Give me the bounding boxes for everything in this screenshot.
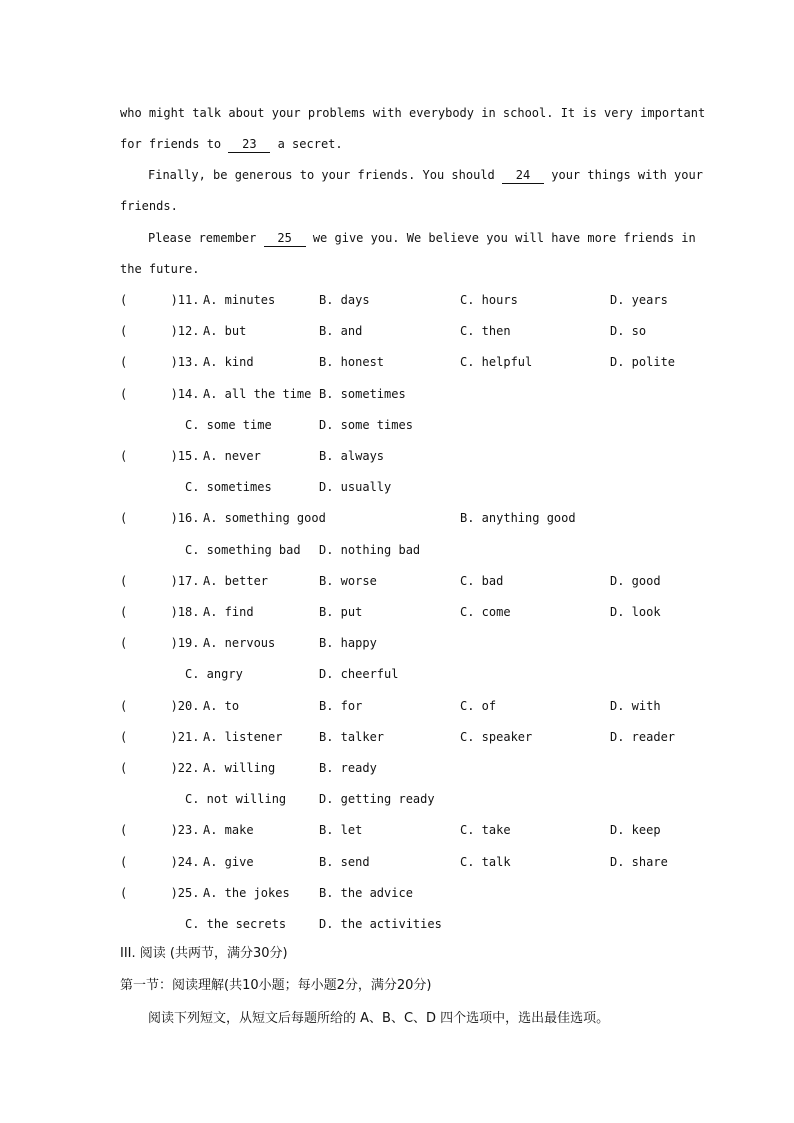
option-c: C. bad xyxy=(460,574,504,588)
question-number: ( )16. xyxy=(120,511,200,525)
question-number: ( )25. xyxy=(120,886,200,900)
option-d: D. keep xyxy=(610,823,661,837)
option-b: B. anything good xyxy=(460,511,576,525)
passage-line xyxy=(120,136,343,153)
option-a: A. nervous xyxy=(203,636,276,650)
option-c: C. angry xyxy=(185,667,243,681)
option-a: A. make xyxy=(203,823,254,837)
option-a: A. kind xyxy=(203,355,254,369)
option-a: A. all the time xyxy=(203,387,312,401)
blank-23: 23 xyxy=(228,136,270,153)
passage-line xyxy=(148,167,703,184)
question-number: ( )20. xyxy=(120,699,200,713)
option-c: C. not willing xyxy=(185,792,287,806)
option-b: B. the advice xyxy=(319,886,413,900)
option-a: A. never xyxy=(203,449,261,463)
option-a: A. willing xyxy=(203,761,276,775)
option-b: B. worse xyxy=(319,574,377,588)
option-c: C. come xyxy=(460,605,511,619)
option-a: A. minutes xyxy=(203,293,276,307)
option-c: C. hours xyxy=(460,293,518,307)
passage-text: friends. xyxy=(120,199,178,213)
question-number: ( )22. xyxy=(120,761,200,775)
passage-line xyxy=(120,261,199,277)
option-b: B. send xyxy=(319,855,370,869)
option-c: C. speaker xyxy=(460,730,533,744)
question-number: ( )19. xyxy=(120,636,200,650)
part-heading: 第一节：阅读理解(共10小题；每小题2分，满分20分) xyxy=(120,978,432,993)
option-c: C. take xyxy=(460,823,511,837)
passage-line xyxy=(148,230,696,247)
option-d: D. reader xyxy=(610,730,676,744)
option-b: B. days xyxy=(319,293,370,307)
option-c: C. sometimes xyxy=(185,480,272,494)
option-a: A. the jokes xyxy=(203,886,290,900)
option-a: A. but xyxy=(203,324,247,338)
option-c: C. talk xyxy=(460,855,511,869)
option-d: D. look xyxy=(610,605,661,619)
passage-text: the future. xyxy=(120,262,200,276)
option-a: A. better xyxy=(203,574,269,588)
option-d: D. the activities xyxy=(319,917,442,931)
question-number: ( )24. xyxy=(120,855,200,869)
question-number: ( )13. xyxy=(120,355,200,369)
option-c: C. something bad xyxy=(185,543,301,557)
passage-text: your things with your xyxy=(544,168,703,182)
option-b: B. always xyxy=(319,449,385,463)
option-a: A. something good xyxy=(203,511,326,525)
passage-text: we give you. We believe you will have more friends in xyxy=(305,231,696,245)
option-b: B. and xyxy=(319,324,363,338)
option-d: D. some times xyxy=(319,418,413,432)
option-d: D. good xyxy=(610,574,661,588)
option-d: D. polite xyxy=(610,355,676,369)
passage-text: Finally, be generous to your friends. You should xyxy=(148,168,503,182)
option-a: A. find xyxy=(203,605,254,619)
section-heading: III. 阅读 (共两节，满分30分) xyxy=(120,946,288,961)
option-d: D. getting ready xyxy=(319,792,435,806)
option-a: A. to xyxy=(203,699,240,713)
passage-line xyxy=(120,105,705,121)
blank-25: 25 xyxy=(264,230,306,247)
passage-text: a secret. xyxy=(270,137,343,151)
option-c: C. some time xyxy=(185,418,272,432)
passage-text: who might talk about your problems with everybody in school. It is very important xyxy=(120,106,706,120)
question-number: ( )17. xyxy=(120,574,200,588)
option-d: D. years xyxy=(610,293,668,307)
option-b: B. ready xyxy=(319,761,377,775)
question-number: ( )15. xyxy=(120,449,200,463)
question-number: ( )23. xyxy=(120,823,200,837)
option-b: B. let xyxy=(319,823,363,837)
question-number: ( )21. xyxy=(120,730,200,744)
passage-text: Please remember xyxy=(148,231,264,245)
option-a: A. listener xyxy=(203,730,283,744)
option-b: B. for xyxy=(319,699,363,713)
option-c: C. then xyxy=(460,324,511,338)
option-d: D. cheerful xyxy=(319,667,399,681)
option-d: D. usually xyxy=(319,480,392,494)
option-b: B. happy xyxy=(319,636,377,650)
option-d: D. so xyxy=(610,324,647,338)
option-c: C. the secrets xyxy=(185,917,287,931)
option-a: A. give xyxy=(203,855,254,869)
option-d: D. share xyxy=(610,855,668,869)
option-b: B. sometimes xyxy=(319,387,406,401)
option-b: B. honest xyxy=(319,355,385,369)
blank-24: 24 xyxy=(502,167,544,184)
option-c: C. helpful xyxy=(460,355,533,369)
option-b: B. talker xyxy=(319,730,385,744)
option-d: D. with xyxy=(610,699,661,713)
passage-text: for friends to xyxy=(120,137,229,151)
question-number: ( )18. xyxy=(120,605,200,619)
question-number: ( )14. xyxy=(120,387,200,401)
option-b: B. put xyxy=(319,605,363,619)
option-d: D. nothing bad xyxy=(319,543,421,557)
option-c: C. of xyxy=(460,699,497,713)
instruction-text: 阅读下列短文，从短文后每题所给的 A、B、C、D 四个选项中，选出最佳选项。 xyxy=(148,1011,610,1026)
question-number: ( )12. xyxy=(120,324,200,338)
passage-line xyxy=(120,198,178,214)
question-number: ( )11. xyxy=(120,293,200,307)
